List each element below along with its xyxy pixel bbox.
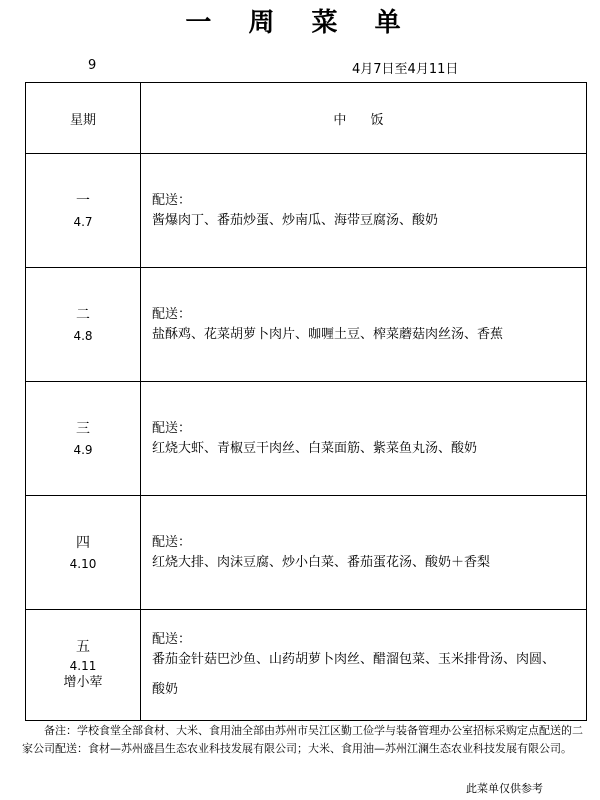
page-title: 一 周 菜 单 [185, 8, 415, 38]
header-lunch: 中 饭 [141, 83, 587, 154]
day-date: 4.7 [73, 214, 93, 229]
day-date: 4.10 [69, 556, 97, 571]
day-date: 4.9 [73, 442, 93, 457]
footer-text: 此菜单仅供参考 [466, 782, 543, 795]
week-number: 9 [88, 58, 97, 73]
delivery-label: 配送： [152, 534, 192, 550]
lunch-cell [141, 610, 587, 721]
dishes-text: 红烧大虾、青椒豆干肉丝、白菜面筋、紫菜鱼丸汤、酸奶 [152, 440, 478, 456]
dishes-text: 酱爆肉丁、番茄炒蛋、炒南瓜、海带豆腐汤、酸奶 [152, 212, 439, 228]
lunch-cell [141, 382, 587, 496]
day-name: 三 [76, 420, 90, 437]
day-name: 二 [76, 306, 90, 323]
day-cell [26, 610, 141, 721]
table-row [26, 610, 587, 721]
day-cell [26, 496, 141, 610]
day-cell [26, 382, 141, 496]
dishes-text: 红烧大排、肉沫豆腐、炒小白菜、番茄蛋花汤、酸奶＋香梨 [152, 554, 491, 570]
lunch-cell [141, 154, 587, 268]
dishes-text: 番茄金针菇巴沙鱼、山药胡萝卜肉丝、醋溜包菜、玉米排骨汤、肉圆、 [152, 652, 556, 667]
header-day: 星期 [26, 83, 141, 154]
dishes-text-continued: 酸奶 [152, 682, 179, 697]
day-name: 一 [76, 192, 90, 209]
day-date: 4.8 [73, 328, 93, 343]
day-name: 五 [76, 639, 90, 655]
dishes-text: 盐酥鸡、花菜胡萝卜肉片、咖喱土豆、榨菜蘑菇肉丝汤、香蕉 [152, 326, 504, 342]
menu-table [25, 82, 587, 721]
lunch-cell [141, 268, 587, 382]
delivery-label: 配送： [152, 420, 192, 436]
day-cell [26, 268, 141, 382]
table-row [26, 496, 587, 610]
day-date: 4.11 [69, 659, 97, 673]
table-row [26, 382, 587, 496]
day-extra: 增小荤 [63, 675, 103, 690]
delivery-label: 配送： [152, 632, 192, 647]
day-name: 四 [76, 534, 90, 551]
delivery-label: 配送： [152, 192, 192, 208]
table-header-row [26, 83, 587, 154]
note-text: 备注：学校食堂全部食材、大米、食用油全部由苏州市吴江区勤工俭学与装备管理办公室招标采购定点配送的二家公司配送：食材—苏州盛昌生态农业科技发展有限公司；大米、食用油—苏州江澜生态农业科技发展有限公司。 [22, 724, 583, 755]
date-range: 4月7日至4月11日 [352, 62, 459, 77]
table-row [26, 268, 587, 382]
table-row [26, 154, 587, 268]
lunch-cell [141, 496, 587, 610]
day-cell [26, 154, 141, 268]
delivery-label: 配送： [152, 306, 192, 322]
